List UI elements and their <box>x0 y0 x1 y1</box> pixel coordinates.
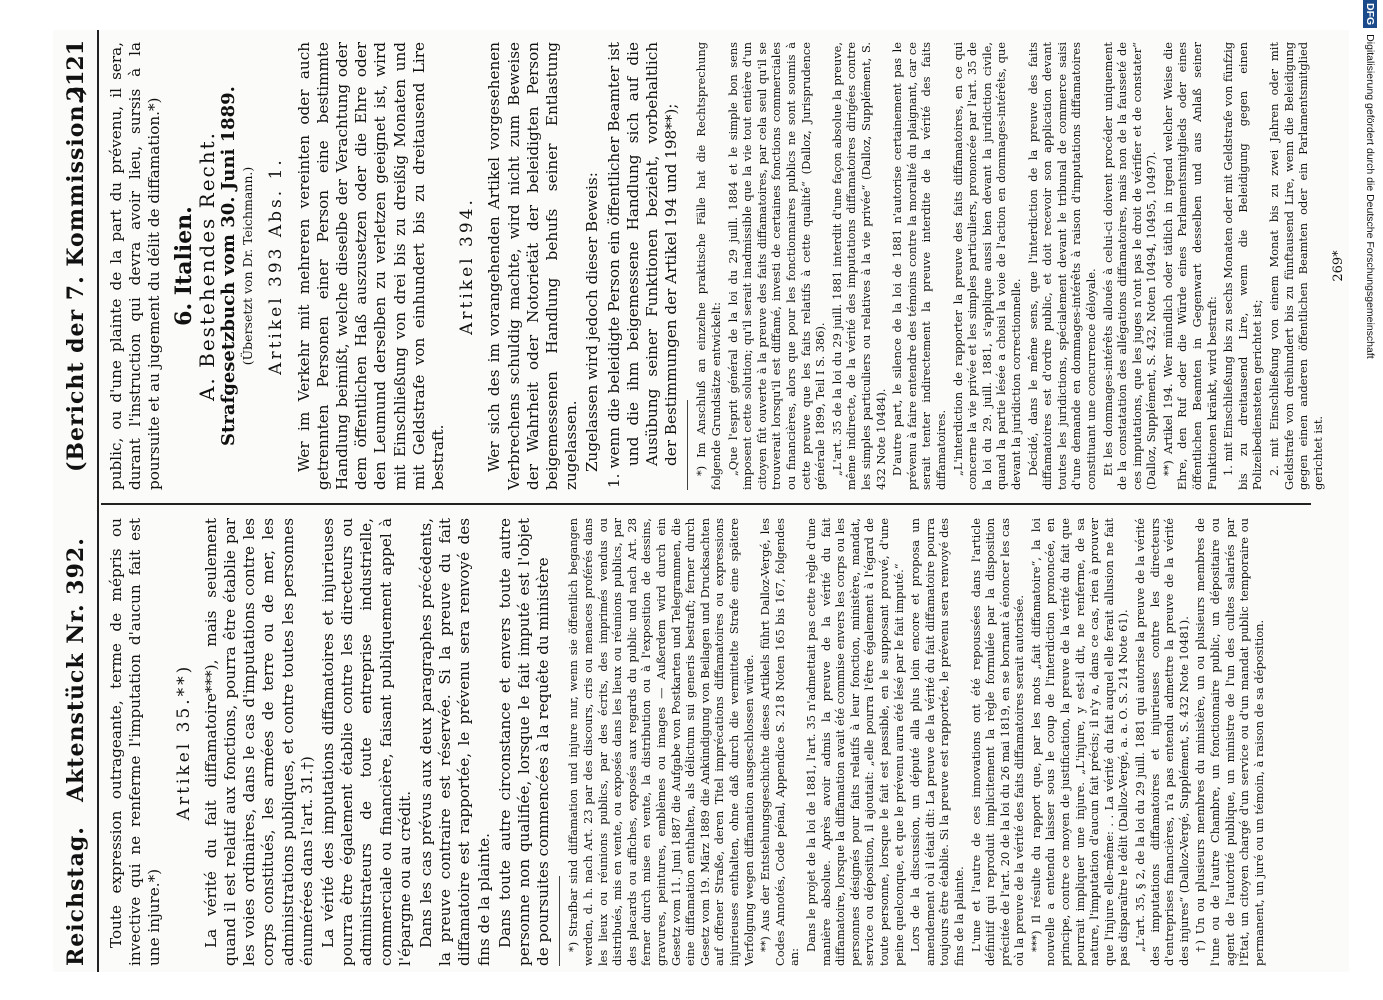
section-heading: 6. Italien. <box>170 206 197 326</box>
document-page <box>53 30 1349 972</box>
footnote: 2. mit Einschließung von einem Monat bis zu zwei Jahren oder mit Geldstrafe von dreihundert bis zu fünftausend Lire, wenn die Beleidigung gegen einen anderen öffentlichen Beamten oder ein Parlamentsmitglied gerichtet ist. <box>1267 42 1325 490</box>
paragraph: Wer im Verkehr mit mehreren vereinten oder auch getrennten Personen einer Person eine bestimmte Handlung beimißt, welche dieselbe der Verachtung oder dem öffentlichen Haß auszusetzen oder die Ehre oder den Leumund derselben zu verletzen geeignet ist, wird mit Einschließung von drei bis zu dreißig Monaten und mit Geldstrafe von einhundert bis zu dreitausend Lire bestraft. <box>294 42 448 490</box>
header-right: (Bericht der 7. Kommission.) <box>63 84 89 472</box>
paragraph: public, ou d'une plainte de la part du prévenu, il sera, durant l'instruction qui devra avoir lieu, sursis à la poursuite et au jugement du délit de diffamation.*) <box>107 42 164 490</box>
header-rule <box>97 30 99 972</box>
footnote: **) Artikel 194. Wer mündlich oder tätlich in irgend welcher Weise die Ehre, den Ruf oder die Würde eines Parlamentsmitglieds oder eines öffentlichen Beamten in Gegenwart desselben und aus Anlaß seiner Funktionen kränkt, wird bestraft: <box>1160 42 1219 490</box>
paragraph: Dans les cas prévus aux deux paragraphes précédents, la preuve contraire est réservée. Si la preuve du fait diffamatoire est rapportée, le prévenu sera renvoyé des fins de la plainte. <box>417 518 493 966</box>
footnote: „L'art. 35 de la loi du 29 juill. 1881 interdit d'une façon absolue la preuve, même indirecte, de la vérité des imputations diffamatoires dirigées contre les simples particuliers ou relatives à la vie privée“ (Dalloz, Supplément, S. 432 Note 10484). <box>829 42 888 490</box>
page-number: 2121 <box>63 40 89 102</box>
translator-note: (Übersetzt von Dr. Teichmann.) <box>240 166 256 366</box>
footnote: Décidé, dans le même sens, que l'interdiction de la preuve des faits diffamatoires est d'ordre public, et doit recevoir son application devant toutes les juridictions, spécialement devant le tribunal de commerce saisi d'une demande en dommages-intérêts à raison d'imputations diffamatoires constituant une concurrence déloyale. <box>1025 42 1098 490</box>
footnote: 1. mit Einschließung bis zu sechs Monaten oder mit Geldstrafe von fünfzig bis zu dreitausend Lire, wenn die Beleidigung gegen einen Polizeibediensteten gerichtet ist; <box>1221 42 1265 490</box>
paragraph: La vérité des imputations diffamatoires et injurieuses pourra être également établie contre les directeurs ou administrateurs de toute entreprise industrielle, commerciale ou financière, faisant publiquement appel à l'épargne ou au crédit. <box>319 518 414 966</box>
footnote: „L'art. 35, § 2, de la loi du 29 juill. 1881 qui autorise la preuve de la vérité des imputations diffamatoires et injurieuses contre les directeurs d'entreprises financières, n'a pas entendu admettre la preuve de la vérité des injures“ (Dalloz-Vergé, Supplément, S. 432 Note 10481). <box>1133 518 1191 966</box>
header-left: Reichstag. <box>63 826 89 966</box>
paragraph: Wer sich des im vorangehenden Artikel vorgesehenen Verbrechens schuldig machte, wird nicht zum Beweise der Wahrheit oder Notorietät der beleidigten Person beigemessenen Handlung behufs seiner Entlastung zugelassen. <box>485 42 581 490</box>
column-divider <box>101 503 1311 505</box>
footnotes-left <box>566 518 1266 966</box>
footnote: ***) Il résulte du rapport que, par les mots „fait diffamatoire“, la loi nouvelle a entendu laisser sous le coup de l'interdiction prononcée, en principe, contre ce moyen de justification, la preuve de la vérité du fait que pourrait impliquer une injure. „L'injure, y est-il dit, ne renferme, de sa nature, l'imputation d'aucun fait précis; il n'y a, dans ce cas, rien à prouver que l'injure elle-même: . . La vérité du fait auquel elle ferait allusion ne fait pas disparaître le délit (Dalloz-Vergé, a. a. O. S. 214 Note 61). <box>1028 518 1131 966</box>
header-center: Aktenstück Nr. 392. <box>63 537 89 802</box>
article-394-heading: Artikel 394. <box>457 197 478 335</box>
intro-paragraph: Toute expression outrageante, terme de mépris ou invective qui ne renferme l'imputation d'aucun fait est une injure.*) <box>107 518 164 966</box>
left-column <box>107 518 1268 966</box>
footnote: Et les dommages-intérêts alloués à celui-ci doivent procéder uniquement de la constatation des allégations diffamatoires, mais non de la fausseté de ces imputations, que les juges n'ont pas le droit de vérifier et de constater“ (Dalloz, Supplément, S. 432, Noten 10494, 10495, 10497). <box>1100 42 1159 490</box>
footnote: **) Aus der Entstehungsgeschichte dieses Artikels führt Dalloz-Vergé, les Codes Annotés, Code pénal, Appendice S. 218 Noten 165 bis 167, folgendes an: <box>758 518 802 966</box>
dfg-credit-text: Digitalisierung gefördert durch die Deutsche Forschungsgemeinschaft <box>1364 34 1376 359</box>
footnote: *) Im Anschluß an einzelne praktische Fälle hat die Rechtsprechung folgende Grundsätze entwickelt: <box>694 42 724 490</box>
dfg-credit <box>1360 0 1380 1000</box>
footnote: Dans le projet de la loi de 1881, l'art. 35 n'admettait pas cette règle d'une manière absolue. Après avoir admis la preuve de la vérité du fait diffamatoire, lorsque la diffamation avait été commise envers les corps ou les personnes désignés pour faits relatifs à leur fonction, ministère, mandat, service ou déposition, il ajoutait: „elle pourra l'être également à l'égard de toute personne, lorsque le fait est passible, en le supposant prouvé, d'une peine quelconque, et que le prévenu aura été lésé par le fait imputé.“ <box>803 518 906 966</box>
subsection-heading: A. Bestehendes Recht. <box>194 130 219 402</box>
dfg-sidebar <box>1360 0 1380 1000</box>
rotated-page-content <box>53 30 1349 972</box>
right-column <box>107 42 1349 490</box>
footnote-separator <box>559 876 560 966</box>
footnote: *) Strafbar sind diffamation und injure nur, wenn sie öffentlich begangen werden, d. h. nach Art. 23 par des discours, cris ou menaces proférés dans les lieux ou réunions publics, par des écrits, des imprimés vendus ou distribués, mis en vente, ou exposés dans les lieux ou réunions publics, par des placards ou affiches, exposés aux regards du public und nach Art. 28 ferner durch mise en vente, la distribution ou à l'exposition de dessins, gravures, peintures, emblèmes ou images — Außerdem wird durch ein Gesetz vom 11. Juni 1887 die Aufgabe von Postkarten und Telegrammen, die eine diffamation enthalten, als délictum sui generis bestraft; ferner durch Gesetz vom 19. März 1889 die Ankündigung von Beilagen und Drucksachten auf offener Straße, deren Titel imprécations diffamatoires ou expressions injurieuses enthalten, ohne daß durch die vermittelte Strafe eine spätere Verfolgung wegen diffamation ausgeschlossen würde. <box>566 518 756 966</box>
code-title: Strafgesetzbuch vom 30. Juni 1889. <box>218 86 240 446</box>
numbered-list <box>605 42 682 490</box>
footnote: Lors de la discussion, un député alla plus loin encore et proposa un amendement où il était dit: La preuve de la vérité du fait diffamatoire pourra toujours être établie. Si la preuve est rapportée, le prévenu sera renvoyé des fins de la plainte. <box>908 518 966 966</box>
list-item: 1. wenn die beleidigte Person ein öffentlicher Beamter ist und die ihm beigemessene Handlung sich auf die Ausübung seiner Funktionen bezieht, vorbehaltlich der Bestimmungen der Artikel 194 und 198**); <box>604 42 681 488</box>
footnotes-right <box>694 42 1325 490</box>
footnote: „Que l'esprit général de la loi du 29 juill. 1884 et le simple bon sens imposent cette solution; qu'il serait inadmissible que la vie tout entière d'un citoyen fût ouverte à la preuve des faits diffamatoires, par cela seul qu'il se trouverait lorsqu'il est diffamé, investi de certaines fonctions commerciales ou financières, alors que pour les fonctionnaires publics ne sont soumis à cette preuve que les faits relatifs à cette qualité“ (Dalloz, Jurisprudence générale 1899, Teil I S. 386). <box>725 42 828 490</box>
running-header <box>53 30 95 972</box>
article-393-heading: Artikel 393 Abs. 1. <box>266 157 287 375</box>
footnote: L'une et l'autre de ces innovations ont été repoussées dans l'article définitif qui reproduit implicitement la règle formulée par la disposition précitée de l'art. 20 de la loi du 26 mai 1819, en se bornant à énoncer les cas où la preuve de la vérité des faits diffamatoires serait autorisée. <box>968 518 1027 966</box>
footnote: †) Un ou plusieurs membres du ministère, un ou plusieurs membres de l'une ou de l'autre Chambre, un fonctionnaire public, un dépositaire ou agent de l'autorité publique, un ministre de l'un des cultes salariés par l'État, un citoyen chargé d'un service ou d'un mandat public temporaire ou permanent, un juré ou un témoin, à raison de sa déposition. <box>1193 518 1266 966</box>
signature-mark: 269* <box>1331 250 1347 282</box>
article-35-heading: Artikel 35.**) <box>173 663 194 821</box>
footnote: D'autre part, le silence de la loi de 1881 n'autorise certainement pas le prévenu à faire entendre des témoins contre la moralité du plaignant, car ce serait tenter indirectement la preuve interdite de la vérité des faits diffamatoires. <box>890 42 948 490</box>
dfg-logo: DFG <box>1363 0 1377 28</box>
footnote-separator <box>687 400 688 490</box>
footnote: „L'interdiction de rapporter la preuve des faits diffamatoires, en ce qui concerne la vie privée et les simples particuliers, prononcée par l'art. 35 de la loi du 29. juill. 1881, s'applique aussi bien devant la juridiction civile, quand la partie lésée a choisi la voie de l'action en dommages-intérêts, que devant la juridiction correctionnelle. <box>950 42 1023 490</box>
paragraph: Zugelassen wird jedoch dieser Beweis: <box>583 172 602 472</box>
paragraph: La vérité du fait diffamatoire***), mais seulement quand il est relatif aux fonctions, pourra être établie par les voies ordinaires, dans le cas d'imputations contre les corps constitués, les armées de terre ou de mer, les administrations publiques, et contre toutes les personnes énumérées dans l'art. 31.†) <box>201 518 316 966</box>
paragraph: Dans toute autre circonstance et envers toute autre personne non qualifiée, lorsque le fait imputé est l'objet de poursuites commencées à la requête du ministère <box>495 518 553 966</box>
